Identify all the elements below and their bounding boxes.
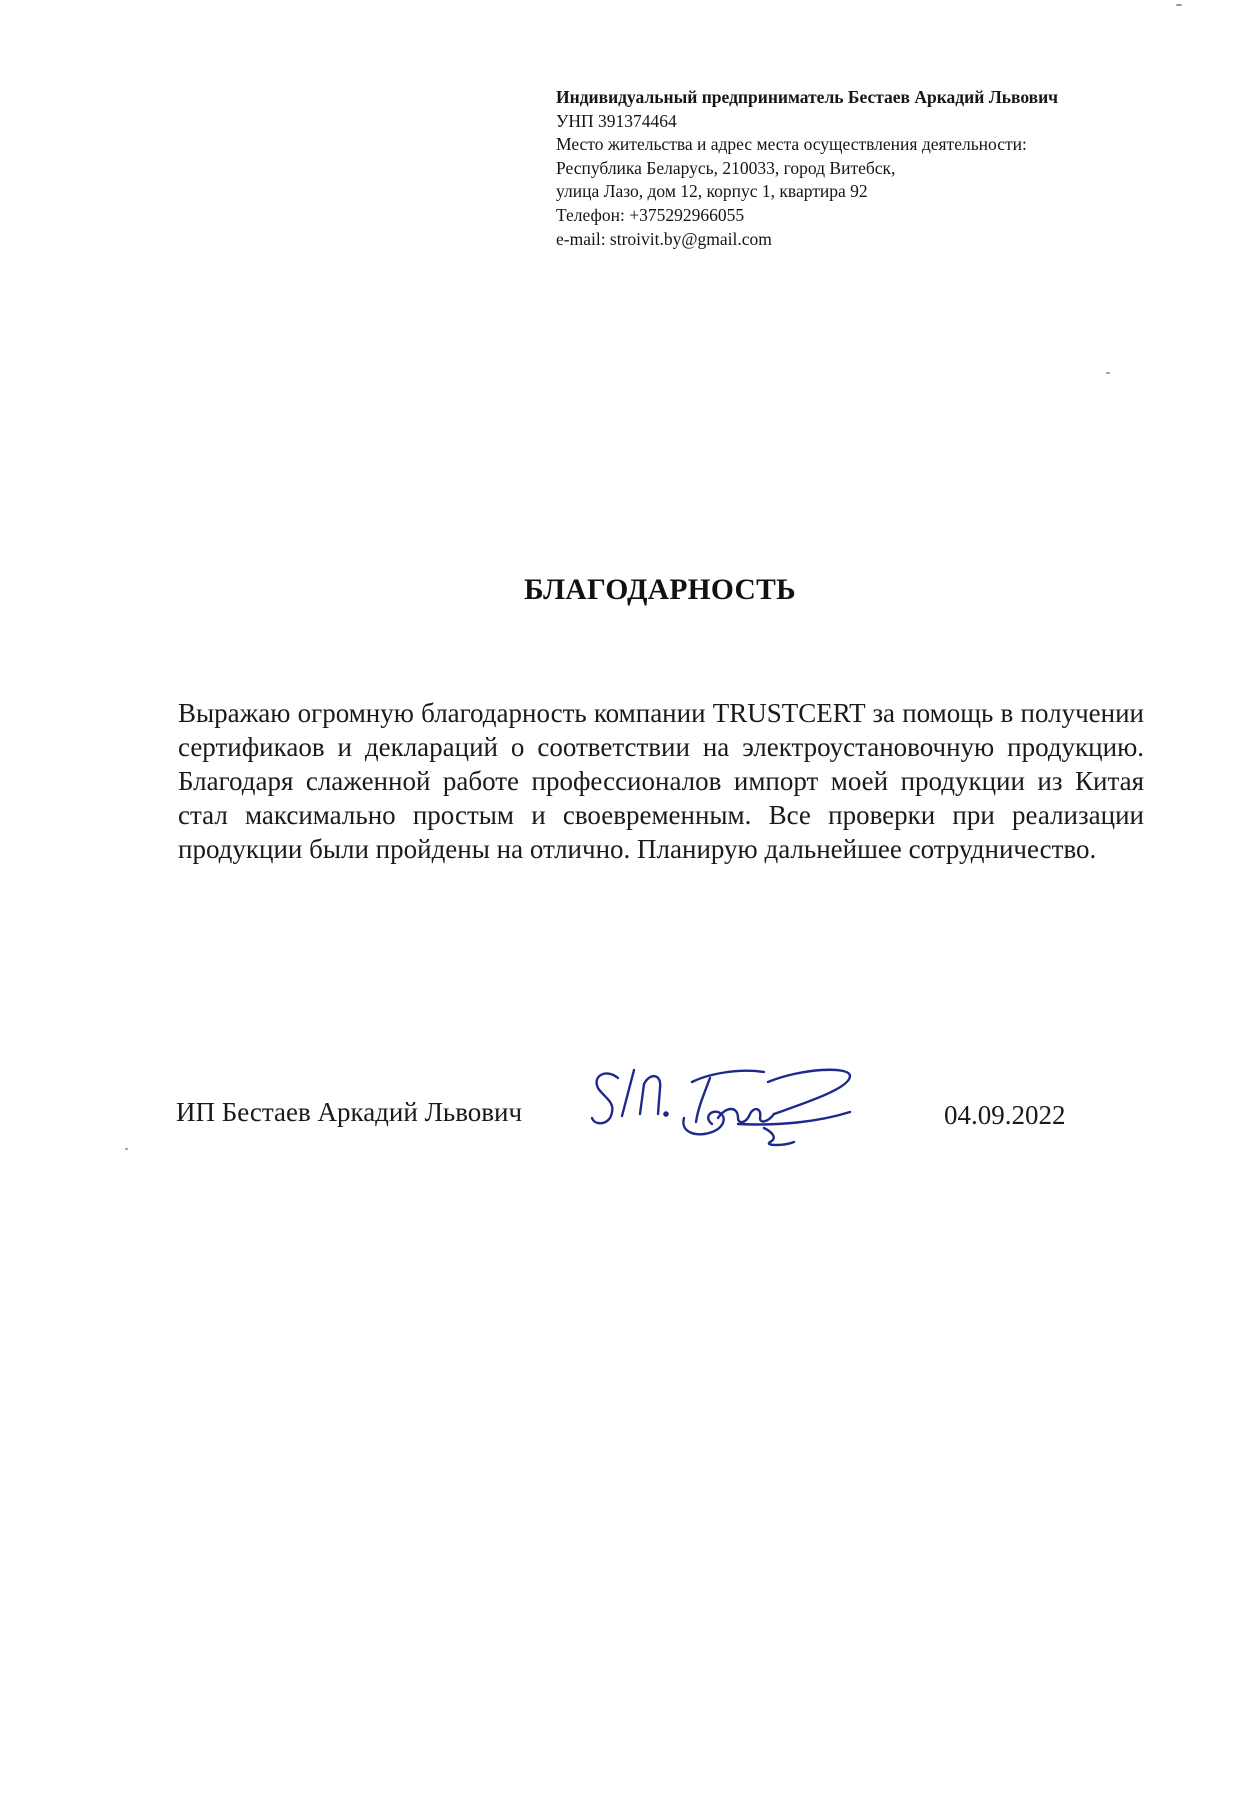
- letterhead-address-caption: Место жительства и адрес места осуществления деятельности:: [556, 134, 1027, 155]
- signatory-name: ИП Бестаев Аркадий Львович: [176, 1097, 523, 1127]
- document-title: БЛАГОДАРНОСТЬ: [524, 574, 796, 606]
- scan-speck: [1176, 4, 1182, 6]
- handwritten-signature: [588, 1062, 868, 1150]
- letterhead-entrepreneur-name: Индивидуальный предприниматель Бестаев Аркадий Львович: [556, 87, 1059, 107]
- letterhead-email: e-mail: stroivit.by@gmail.com: [556, 228, 772, 249]
- letterhead-phone: Телефон: +375292966055: [556, 204, 745, 225]
- scan-speck: [125, 1148, 128, 1150]
- letterhead: [556, 86, 1176, 251]
- scan-speck: [1106, 372, 1110, 374]
- letterhead-unp: УНП 391374464: [556, 110, 677, 131]
- signature-date: 04.09.2022: [944, 1100, 1066, 1130]
- letterhead-address-street: улица Лазо, дом 12, корпус 1, квартира 92: [556, 181, 868, 202]
- letterhead-address-city: Республика Беларусь, 210033, город Витебск,: [556, 157, 896, 178]
- letter-body: Выражаю огромную благодарность компании TRUSTCERT за помощь в получении сертификаов и деклараций о соответствии на электроустановочную продукцию. Благодаря слаженной работе профессионалов импорт моей продукции из Китая стал максимально простым и своевременным. Все проверки при реализации продукции были пройдены на отлично. Планирую дальнейшее сотрудничество.: [178, 698, 1144, 864]
